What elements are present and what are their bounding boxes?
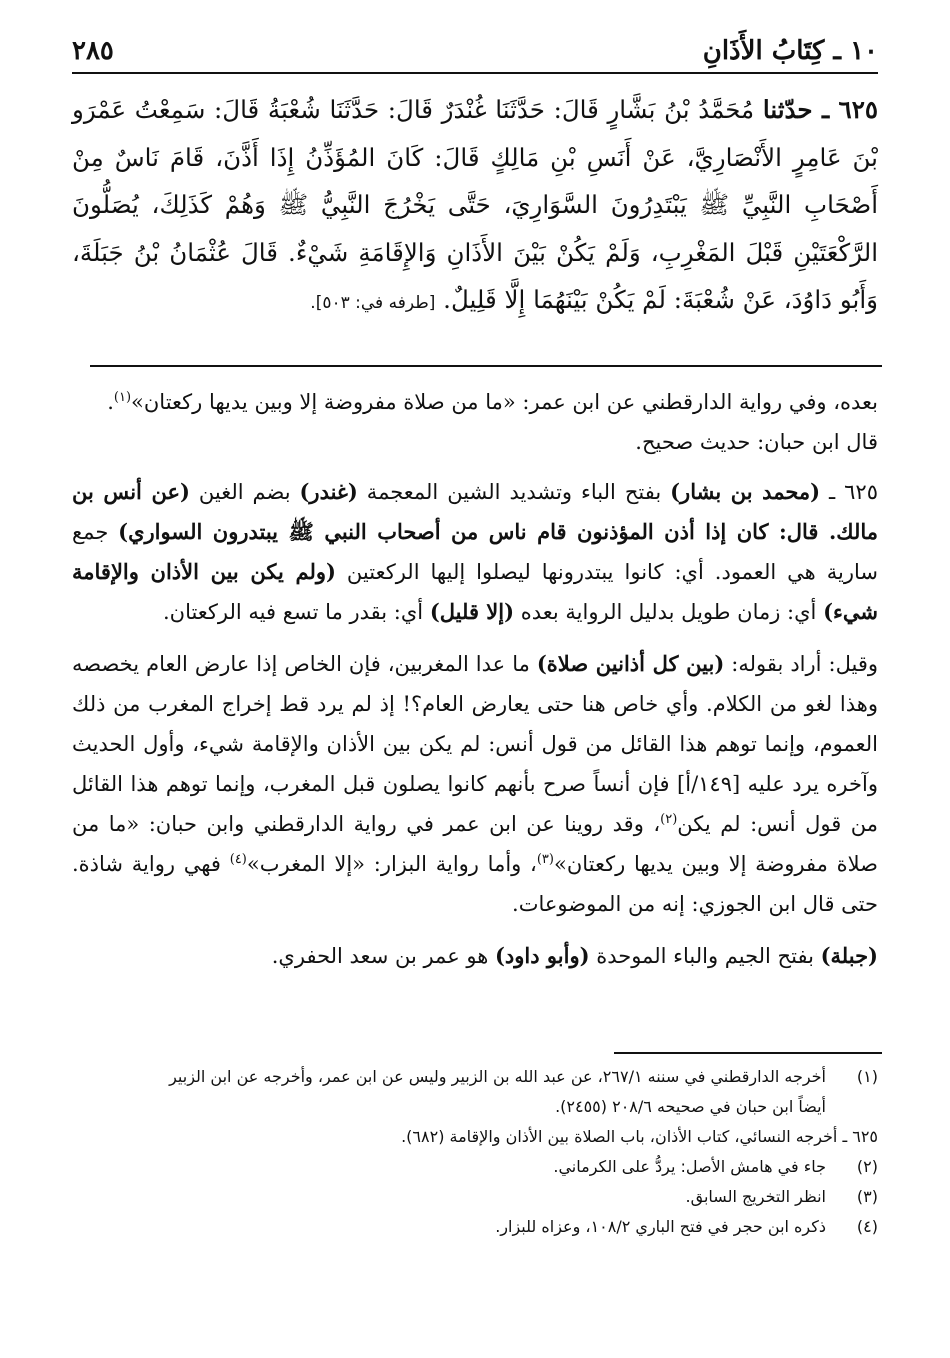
footnote-divider (614, 1052, 882, 1054)
page-number: ٢٨٥ (72, 36, 114, 66)
commentary (72, 382, 878, 976)
commentary-paragraph-1 (72, 382, 878, 422)
commentary-text: بفتح الباء وتشديد الشين المعجمة (357, 480, 671, 504)
commentary-text: ، وأما رواية البزار: «إلا المغرب» (246, 852, 537, 876)
running-title: ١٠ ـ كِتَابُ الأَذَانِ (702, 36, 878, 66)
footnote-625 (72, 1122, 878, 1152)
commentary-text: أي: بقدر ما تسع فيه الركعتان. (162, 600, 430, 624)
commentary-paragraph-3 (72, 472, 878, 632)
bold-term: (غندر) (299, 479, 358, 504)
footnotes (72, 1062, 878, 1242)
footnote-1-continued (72, 1092, 878, 1122)
footnote-number: (٢) (856, 1157, 878, 1176)
bold-term: (وأبو داود) (495, 943, 590, 968)
footnote-number: (٤) (856, 1217, 878, 1236)
commentary-text: ، وقد روينا عن ابن عمر في رواية الدارقطني وابن حبان: «ما من صلاة مفروضة إلا وبين يديها ركعتان» (72, 812, 878, 876)
footnote-text: ذكره ابن حجر في فتح الباري ١٠٨/٢، وعزاه للبزار. (495, 1217, 826, 1236)
commentary-text: بضم الغين (189, 480, 300, 504)
footnote-marker: (١) (113, 390, 132, 405)
commentary-paragraph-4 (72, 644, 878, 924)
footnote-text: انظر التخريج السابق. (685, 1187, 826, 1206)
bold-term: (جبلة) (820, 943, 878, 968)
footnote-text: أيضاً ابن حبان في صحيحه ٢٠٨/٦ (٢٤٥٥). (555, 1097, 826, 1116)
commentary-text: جمع سارية هي العمود. أي: كانوا يبتدرونها ليصلوا إليها الركعتين (72, 520, 878, 584)
hadith-lead: ٦٢٥ ـ حدّثنا (762, 95, 879, 124)
bold-term: (عن أنس بن مالك. قال: كان إذا أذن المؤذنون قام ناس من أصحاب النبي ﷺ يبتدرون السواري) (72, 479, 878, 544)
hadith-cross-reference: [طرفه في: ٥٠٣]. (310, 293, 436, 313)
commentary-text: ٦٢٥ ـ (820, 480, 878, 504)
page-header (72, 22, 878, 74)
footnote-2 (72, 1152, 878, 1182)
commentary-text: هو عمر بن سعد الحفري. (271, 944, 495, 968)
footnote-number: (١) (856, 1067, 878, 1086)
commentary-paragraph-5 (72, 936, 878, 976)
footnote-marker: (٢) (660, 812, 678, 827)
footnote-4 (72, 1212, 878, 1242)
commentary-text: وقيل: أراد بقوله: (724, 652, 878, 676)
footnote-marker: (٣) (536, 852, 554, 867)
text-commentary-divider (90, 365, 882, 367)
footnote-text: ٦٢٥ ـ أخرجه النسائي، كتاب الأذان، باب الصلاة بين الأذان والإقامة (٦٨٢). (401, 1127, 878, 1146)
commentary-text: بعده، وفي رواية الدارقطني عن ابن عمر: «ما من صلاة مفروضة إلا وبين يديها ركعتان» (131, 390, 878, 414)
footnote-number: (٣) (856, 1187, 878, 1206)
hadith-body: مُحَمَّدُ بْنُ بَشَّارٍ قَالَ: حَدَّثَنَا غُنْدَرٌ قَالَ: حَدَّثَنَا شُعْبَةُ قَالَ: سَمِعْتُ عَمْرَو بْنَ عَامِرٍ الأَنْصَارِيَّ، عَنْ أَنَسِ بْنِ مَالِكٍ قَالَ: كَانَ المُؤَذِّنُ إِذَا أَذَّنَ، قَامَ نَاسٌ مِنْ أَصْحَابِ النَّبِيِّ ﷺ يَبْتَدِرُونَ السَّوَارِيَ، حَتَّى يَخْرُجَ النَّبِيُّ ﷺ وَهُمْ كَذَلِكَ، يُصَلُّونَ الرَّكْعَتَيْنِ قَبْلَ المَغْرِبِ، وَلَمْ يَكُنْ بَيْنَ الأَذَانِ وَالإِقَامَةِ شَيْءٌ. قَالَ عُثْمَانُ بْنُ جَبَلَةَ، وَأَبُو دَاوُدَ، عَنْ شُعْبَةَ: لَمْ يَكُنْ بَيْنَهُمَا إِلَّا قَلِيلٌ. (72, 95, 878, 314)
commentary-text: أي: زمان طويل بدليل الرواية بعده (514, 600, 824, 624)
bold-term: (بين كل أذانين صلاة) (536, 651, 725, 676)
footnote-text: أخرجه الدارقطني في سننه ٢٦٧/١، عن عبد الله بن الزبير وليس عن ابن عمر، وأخرجه عن ابن الزبير (169, 1067, 826, 1086)
footnote-text: جاء في هامش الأصل: يردُّ على الكرماني. (553, 1157, 826, 1176)
bold-term: (ولم يكن بين الأذان والإقامة شيء) (72, 559, 878, 624)
bold-term: (إلا قليل) (429, 599, 515, 624)
footnote-1 (72, 1062, 878, 1092)
bold-term: (محمد بن بشار) (670, 479, 821, 504)
commentary-text: ما عدا المغربين، فإن الخاص إذا عارض العام يخصصه وهذا لغو من الكلام. وأي خاص هنا حتى يعارض العام؟! إذ لم يرد قط إخراج المغرب من ذلك العموم، وإنما توهم هذا القائل من قول أنس: لم يكن بين الأذان والإقامة شيء، وأول الحديث وآخره يرد عليه [١٤٩/أ] فإن أنساً صرح بأنهم كانوا يصلون قبل المغرب، وإنما توهم هذا القائل من قول أنس: لم يكن (72, 652, 878, 836)
hadith-text (72, 86, 878, 328)
footnote-3 (72, 1182, 878, 1212)
commentary-text: فهي رواية شاذة. حتى قال ابن الجوزي: إنه من الموضوعات. (72, 852, 878, 916)
commentary-text: . (107, 390, 114, 414)
footnote-marker: (٤) (229, 852, 247, 867)
commentary-text: بفتح الجيم والباء الموحدة (589, 944, 821, 968)
commentary-paragraph-2: قال ابن حبان: حديث صحيح. (635, 430, 878, 454)
